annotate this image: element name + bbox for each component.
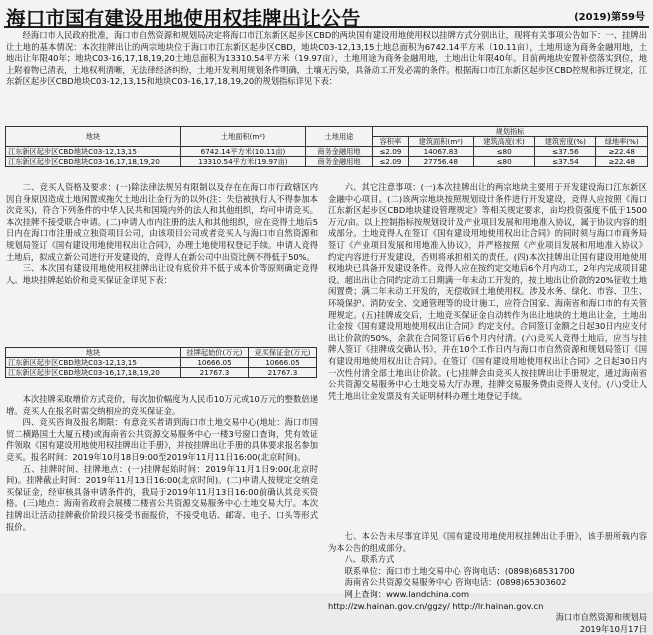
table-row — [6, 368, 317, 378]
right-column — [328, 182, 647, 531]
website-line[interactable]: http://zw.hainan.gov.cn/ggzy/ http://lr.hainan.gov.cn — [328, 600, 544, 611]
planning-indicators-table — [5, 126, 648, 167]
table-cell: ≤37.56 — [535, 147, 596, 157]
intro-paragraph: 经海口市人民政府批准，海口市自然资源和规划局决定将海口市江东新区起步区CBD的两块国有建设用地使用权以挂牌方式分别出让，现将有关事项公告如下：一、挂牌出让土地的基本情况：本次挂牌出让的两宗地块位于海口市江东新区起步区CBD，地块C03-12,13,15土地总面积为6742.14平方米（10.11亩），土地用途为商务金融用地，土地出让年限40年；地块C03-16,17,18,19,20土地总面积为13310.54平方米（19.97亩），土地用途为商务金融用地，土地出让年限40年。目前两地块安置补偿落实到位，地上附着物已清表，土地权利清晰，无法律经济纠纷，土地开发利用规划条件明确，土壤无污染，具备动工开发必需的条件。根据海口市江东新区起步区CBD控规和拆迁规定，江东新区起步区CBD地块C03-12,13,15和地块C03-16,17,18,19,20的规划指标详见下表： — [6, 30, 647, 87]
table-cell: ≤2.09 — [373, 157, 409, 167]
section-seven: 七、本公告未尽事宜详见《国有建设用地使用权挂牌出让手册》，该手册所载内容为本公告的组成部分。 — [328, 531, 647, 553]
table-cell: 江东新区起步区CBD地块C03-12,13,15 — [6, 358, 181, 368]
left-column-top — [6, 182, 318, 344]
table-cell: 江东新区起步区CBD地块C03-16,17,18,19,20 — [6, 368, 181, 378]
table-cell: ≤2.09 — [373, 147, 409, 157]
table-header: 竞买保证金(万元) — [249, 348, 317, 358]
table-row — [6, 358, 317, 368]
right-column-bottom — [328, 531, 647, 634]
table-subheader: 容积率 — [373, 137, 409, 147]
table-header: 地块 — [6, 127, 181, 147]
table-cell: 27756.48 — [408, 157, 473, 167]
table-header-row — [6, 348, 317, 358]
table-cell: 商务金融用地 — [306, 157, 373, 167]
table-cell: 10666.05 — [181, 358, 249, 368]
issue-number: (2019)第59号 — [574, 12, 645, 23]
table-header: 土地用途 — [306, 127, 373, 147]
section-five-listing-time: 五、挂牌时间、挂牌地点：(一)挂牌起始时间：2019年11月1日9:00(北京时间)。挂牌截止时间：2019年11月13日16:00(北京时间)。(二)申请人按规定交纳竞买保证金，经审核具备申请条件的，我局于2019年11月13日16:00前确认其竞买资格。(三)地点：海南省政府会展楼二楼省公共资源交易服务中心土地交易大厅。本次挂牌出让活动挂牌截价阶段只接受书面报价，不接受电话、邮寄、电子、口头等形式报价。 — [6, 463, 318, 532]
table-cell: 6742.14平方米(10.11亩) — [181, 147, 306, 157]
table-cell: 江东新区起步区CBD地块C03-12,13,15 — [6, 147, 181, 157]
table-header: 土地面积(m²) — [181, 127, 306, 147]
table-header-row — [6, 127, 648, 137]
contact-line: 联系单位：海口市土地交易中心 咨询电话：(0898)68531700 — [344, 565, 575, 576]
table-cell: ≤80 — [473, 147, 535, 157]
section-six-notes: 六、其它注意事项：(一)本次挂牌出让的两宗地块主要用于开发建设海口江东新区金融中心项目。(二)该两宗地块按照规划设计条件进行开发建设，竞得人应按照《海口江东新区起步区CBD地块建设管理规定》等相关规定要求，亩均投资强度不低于1500万元/亩。以上控制指标按规划设计及产业项目发展和用地准入协议，属于协议内容的组成部分。土地竞得人在签订《国有建设用地使用权出让合同》的同时须与海口市商务局签订《产业项目发展和用地准入协议》，并严格按照《产业项目发展和用地准入协议》约定内容进行开发建设，否则将承担相关的责任。(四)本次挂牌出让国有建设用地使用权地块已具备开发建设条件。竞得人应在按约定交地后6个月内动工，2年内完成项目建设。超出出让合同约定动工日期满一年未动工开发的，按土地出让价款的20%征收土地闲置费；满二年未动工开发的，无偿收回土地使用权。涉及水务、绿化、市容、卫生、环境保护、消防安全、交通管理等的设计施工，应符合国家、海南省和海口市的有关管理规定。(五)挂牌成交后，土地竞买保证金自动转作为出让地块的土地出让金，土地出让金按《国有建设用地使用权出让合同》约定支付。合同签订金额之日起30日内应支付出让价款的50%，余款在合同签订后6个月内付清。(六)竞买人竞得土地后，应当与挂牌人签订《挂牌成交确认书》，并在10个工作日内与海口市自然资源和规划局签订《国有建设用地使用权出让合同》。在签订《国有建设用地使用权出让合同》之日起30日内一次性付清全部土地出让价款。(七)挂牌会由竞买人按挂牌出让手册规定，通过海南省公共资源交易服务中心土地交易大厅办理，挂牌交易服务费由竞得人支付。(八)受让人凭土地出让金发票及有关证明材料办理土地登记手续。 — [328, 182, 647, 401]
table-cell: ≥22.48 — [596, 147, 648, 157]
table-row — [6, 147, 648, 157]
table-cell: ≤37.54 — [535, 157, 596, 167]
signature: 海口市自然资源和规划局 — [555, 612, 647, 623]
starting-price-table — [5, 347, 317, 378]
table-subheader: 绿地率(%) — [596, 137, 648, 147]
table-header: 规划指标 — [373, 127, 648, 137]
table-header: 挂牌起始价(万元) — [181, 348, 249, 358]
table-cell: ≤80 — [473, 157, 535, 167]
table-subheader: 建筑高度(米) — [473, 137, 535, 147]
table-cell: 13310.54平方米(19.97亩) — [181, 157, 306, 167]
left-column-bottom — [6, 394, 318, 593]
table-subheader: 建筑密度(%) — [535, 137, 596, 147]
section-four-registration: 四、竞买咨询及报名期限：有意竞买者请到海口市土地交易中心(地址：海口市国贸二横路国土大厦五楼)或海南省公共资源交易服务中心一楼3号窗口查询，凭有效证件领取《国有建设用地使用权挂牌出让手册》，并按挂牌出让手册的具体要求报名参加竞买。报名时间：2019年10月18日9:00至2019年11月11日16:00(北京时间)。 — [6, 417, 318, 462]
page-title: 海口市国有建设用地使用权挂牌出让公告 — [6, 7, 361, 30]
section-eight-title: 八、联系方式 — [344, 554, 395, 565]
table-cell: 21767.3 — [181, 368, 249, 378]
bidding-increment-paragraph: 本次挂牌采取增价方式竞价，每次加价幅度为人民币10万元或10万元的整数倍递增。竞买人在报名时需交纳相应的竞买保证金。 — [6, 394, 318, 416]
table-cell: 江东新区起步区CBD地块C03-16,17,18,19,20 — [6, 157, 181, 167]
website-line[interactable]: 网上查询：www.landchina.com — [344, 588, 470, 599]
date: 2019年10月17日 — [579, 623, 647, 634]
table-cell: 14067.83 — [408, 147, 473, 157]
table-cell: ≥22.48 — [596, 157, 648, 167]
table-row — [6, 157, 648, 167]
table-header: 地块 — [6, 348, 181, 358]
section-three-pricing: 三、本次国有建设用地使用权挂牌出让设有底价并不低于成本价等原则确定竞得人。地块挂牌起始价和竞买保证金详见下表： — [6, 263, 318, 285]
section-two-qualifications: 二、竞买人资格及要求：(一)除法律法规另有限制以及存在在海口市行政辖区内因自身原因造成土地闲置或拖欠土地出让金行为的以外(注：失信被执行人不得参加本次竞买)，符合下列条件的中华人民共和国境内外的法人和其他组织，均可申请竞买。本次挂牌不接受联合申请。(二)申请人市内注册的法人和其他组织，应在竞得土地后5日内在海口市注册成立独资项目公司，由该项目公司或者竞买人与海口市自然资源和规划局签订《国有建设用地使用权出让合同》，办理土地使用权登记手续。申请人竞得土地后，拟成立新公司进行开发建设的，竞得人在新公司中出资比例不得低于50%。 — [6, 182, 318, 262]
table-cell: 21767.3 — [249, 368, 317, 378]
table-cell: 商务金融用地 — [306, 147, 373, 157]
table-subheader: 建筑面积(m²) — [408, 137, 473, 147]
contact-line: 海南省公共资源交易服务中心 咨询电话：(0898)65303602 — [344, 577, 567, 588]
title-bar — [4, 2, 649, 28]
table-cell: 10666.05 — [249, 358, 317, 368]
